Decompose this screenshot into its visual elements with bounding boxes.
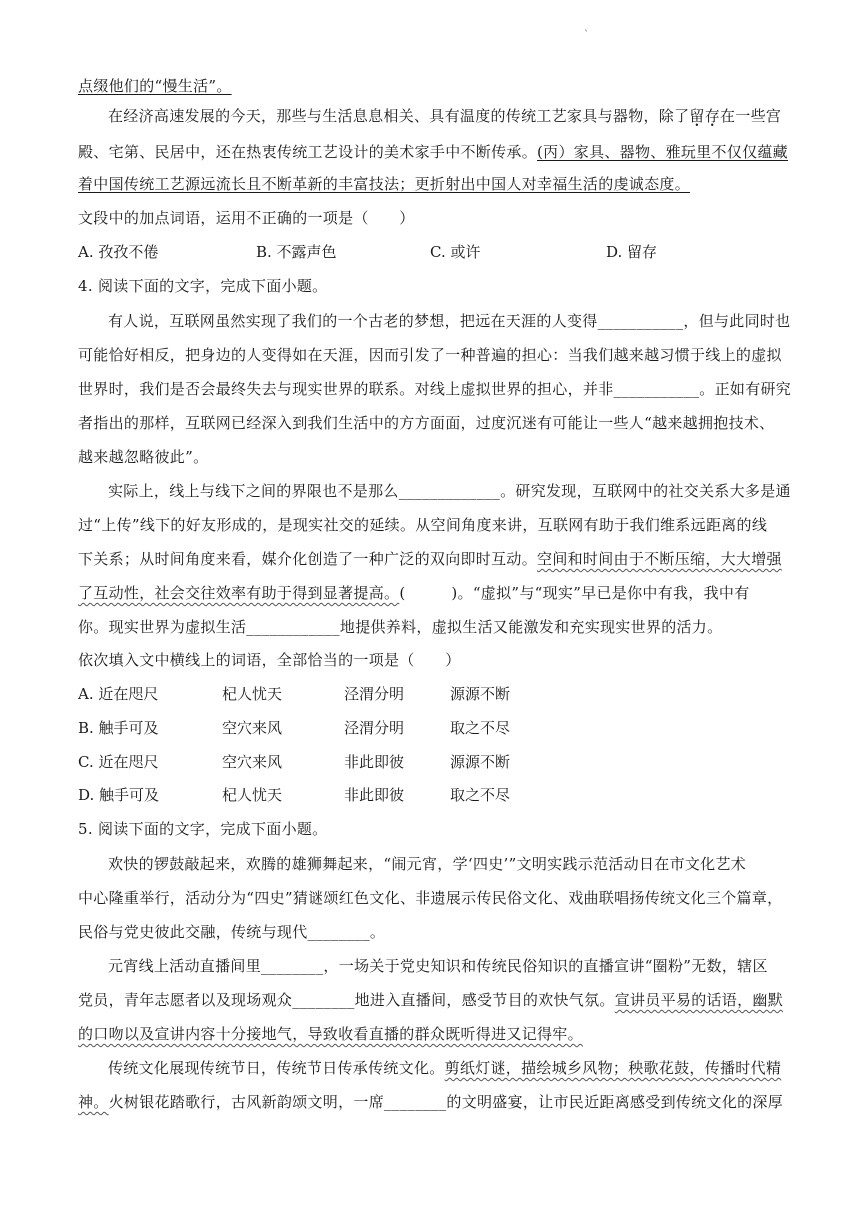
- passage-line: [78, 583, 800, 603]
- option-c-1: C. 近在咫尺: [78, 753, 159, 771]
- option-b-2: 空穴来风: [222, 719, 283, 737]
- option-b: B. 不露声色: [256, 243, 337, 261]
- underlined-sentence: (丙）家具、器物、雅玩里不仅仅蕴藏: [537, 143, 788, 161]
- passage-line: 欢快的锣鼓敲起来，欢腾的雄狮舞起来，“闹元宵，学‘四史’”文明实践示范活动日在市文化艺术: [108, 855, 747, 873]
- dotted-char: 留: [689, 107, 705, 125]
- option-b-1: B. 触手可及: [78, 719, 159, 737]
- passage-line: 点缀他们的“慢生活”。: [78, 77, 232, 95]
- passage-line: 民俗与党史彼此交融，传统与现代________。: [78, 923, 386, 941]
- option-c-3: 非此即彼: [344, 753, 405, 771]
- text-span: 在一些宫: [720, 107, 782, 125]
- text-span: ( )。“虚拟”与“现实”早已是你中有我，我中有: [399, 584, 750, 602]
- passage-line: 世界时，我们是否会最终失去与现实世界的联系。对线上虚拟世界的担心，并非___________。正如有研究: [78, 380, 792, 398]
- wavy-underlined-sentence: 宣讲员平易的话语，幽默: [614, 991, 784, 1009]
- wavy-underlined-sentence: 的口吻以及宣讲内容十分接地气，导致收看直播的群众既听得进又记得牢。: [78, 1025, 583, 1043]
- text-span: 党员，青年志愿者以及现场观众________地进入直播间，感受节目的欢快气氛。: [78, 991, 615, 1009]
- passage-line: 有人说，互联网虽然实现了我们的一个古老的梦想，把远在天涯的人变得___________，但与此同时也: [108, 312, 791, 330]
- text-span: 在经济高速发展的今天，那些与生活息息相关、具有温度的传统工艺家具与器物，除了: [108, 107, 690, 125]
- option-c-4: 源源不断: [450, 753, 511, 771]
- passage-line: [78, 549, 800, 569]
- option-d-1: D. 触手可及: [78, 786, 160, 804]
- passage-line: 元宵线上活动直播间里________，一场关于党史知识和传统民俗知识的直播宣讲“圈粉”无数，辖区: [108, 957, 768, 975]
- passage-line: [78, 1092, 800, 1112]
- wavy-underlined-sentence: 神。: [78, 1093, 109, 1111]
- passage-line: 者指出的那样，互联网已经深入到我们生活中的方方面面，过度沉迷有可能让一些人“越来越拥抱技术、: [78, 414, 775, 432]
- passage-line: [78, 142, 800, 162]
- text-span: 下关系；从时间角度来看，媒介化创造了一种广泛的双向即时互动。: [78, 550, 538, 568]
- option-a: A. 孜孜不倦: [78, 243, 159, 261]
- option-a-4: 源源不断: [450, 685, 511, 703]
- underlined-sentence: 着中国传统工艺源远流长且不断革新的丰富技法；更折射出中国人对幸福生活的虔诚态度。: [78, 175, 691, 193]
- dotted-char: 存: [704, 107, 721, 125]
- option-a-3: 泾渭分明: [344, 685, 405, 703]
- option-a-1: A. 近在咫尺: [78, 685, 159, 703]
- wavy-underlined-sentence: 剪纸灯谜，描绘城乡风物；秧歌花鼓，传播时代精: [444, 1059, 782, 1077]
- passage-line: 中心隆重举行，活动分为“四史”猜谜颂红色文化、非遗展示传民俗文化、戏曲联唱扬传统文化三个篇章，: [78, 889, 783, 907]
- option-b-4: 取之不尽: [450, 719, 511, 737]
- passage-line: [78, 1024, 800, 1044]
- option-a-2: 杞人忧天: [222, 685, 283, 703]
- passage-line: 你。现实世界为虚拟生活____________地提供养料，虚拟生活又能激发和充实现实世界的活力。: [78, 618, 723, 636]
- option-d: D. 留存: [606, 243, 658, 261]
- option-b-3: 泾渭分明: [344, 719, 405, 737]
- option-d-3: 非此即彼: [344, 786, 405, 804]
- page-mark: `: [584, 30, 589, 41]
- passage-line: 实际上，线上与线下之间的界限也不是那么_____________。研究发现，互联网中的社交关系大多是通: [108, 482, 791, 500]
- wavy-underlined-sentence: 了互动性，社会交往效率有助于得到显著提高。: [78, 584, 400, 602]
- question-stem: 文段中的加点词语，运用不正确的一项是（ ）: [78, 209, 415, 227]
- option-c: C. 或许: [430, 243, 481, 261]
- passage-line: 越来越忽略彼此”。: [78, 448, 209, 466]
- text-span: 火树银花踏歌行，古风新韵颂文明，一席________的文明盛宴，让市民近距离感受到传统文化的深厚: [108, 1093, 784, 1111]
- question-heading: 5. 阅读下面的文字，完成下面小题。: [78, 820, 328, 838]
- text-span: 传统文化展现传统节日，传统节日传承传统文化。: [108, 1059, 445, 1077]
- passage-line: [108, 106, 800, 126]
- option-c-2: 空穴来风: [222, 753, 283, 771]
- option-d-2: 杞人忧天: [222, 786, 283, 804]
- wavy-underlined-sentence: 空间和时间由于不断压缩，大大增强: [537, 550, 782, 568]
- question-stem: 依次填入文中横线上的词语，全部恰当的一项是（ ）: [78, 651, 461, 669]
- passage-line: [108, 1058, 800, 1078]
- passage-line: [78, 990, 800, 1010]
- passage-line: 可能恰好相反，把身边的人变得如在天涯，因而引发了一种普遍的担心：当我们越来越习惯于线上的虚拟: [78, 346, 782, 364]
- option-d-4: 取之不尽: [450, 786, 511, 804]
- passage-line: 过“上传”线下的好友形成的，是现实社交的延续。从空间角度来讲，互联网有助于我们维系远距离的线: [78, 516, 768, 534]
- question-heading: 4. 阅读下面的文字，完成下面小题。: [78, 277, 328, 295]
- text-span: 殿、宅第、民居中，还在热衷传统工艺设计的美术家手中不断传承。: [78, 143, 538, 161]
